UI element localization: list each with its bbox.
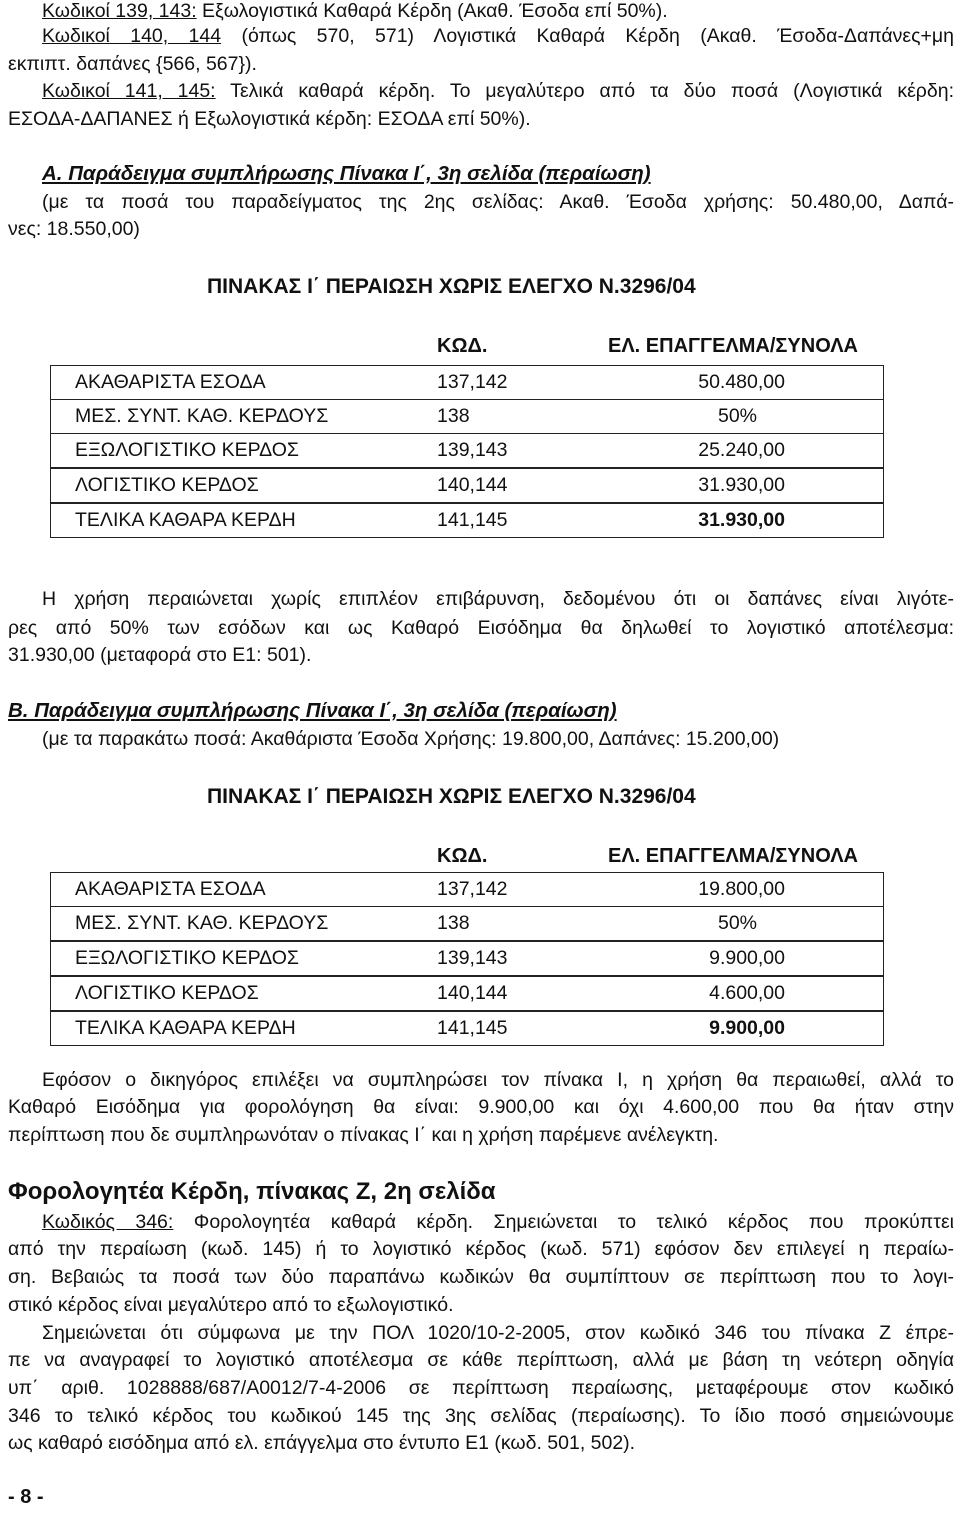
example-a-note-1: (με τα ποσά του παραδείγματος της 2ης σελίδας: Ακαθ. Έσοδα χρήσης: 50.480,00, Δαπά- (42, 191, 954, 213)
example-a-col-value: ΕΛ. ΕΠΑΓΓΕΛΜΑ/ΣΥΝΟΛΑ (608, 335, 858, 357)
example-b-col-value: ΕΛ. ΕΠΑΓΓΕΛΜΑ/ΣΥΝΟΛΑ (608, 845, 858, 867)
intro-line-1: Κωδικοί 139, 143: Εξωλογιστικά Καθαρά Κέρδη (Ακαθ. Έσοδα επί 50%). (42, 0, 668, 22)
section-z-p1-line-2: από την περαίωση (κωδ. 145) ή το λογιστικό κέρδος (κωδ. 571) εφόσον δεν επιλεγεί η περαίω- (8, 1238, 954, 1260)
table-row: ΜΕΣ. ΣΥΝΤ. ΚΑΘ. ΚΕΡΔΟΥΣ 138 50% (50, 399, 884, 434)
example-a-after-1: Η χρήση περαιώνεται χωρίς επιπλέον επιβάρυνση, δεδομένου ότι οι δαπάνες είναι λιγότε- (42, 588, 954, 610)
example-b-heading: Β. Παράδειγμα συμπλήρωσης Πίνακα Ι΄, 3η σελίδα (περαίωση) (8, 699, 617, 722)
table-row: ΕΞΩΛΟΓΙΣΤΙΚΟ ΚΕΡΔΟΣ 139,143 25.240,00 (50, 433, 884, 468)
example-a-after-3: 31.930,00 (μεταφορά στο Ε1: 501). (8, 644, 312, 666)
example-b-col-code: ΚΩΔ. (437, 845, 488, 867)
section-z-p2-line-5: ως καθαρό εισόδημα από ελ. επάγγελμα στο έντυπο Ε1 (κωδ. 501, 502). (8, 1432, 636, 1454)
section-z-p2-line-2: πε να αναγραφεί το λογιστικό αποτέλεσμα σε κάθε περίπτωση, αλλά με βάση τη νεότερη οδηγία (8, 1349, 954, 1371)
page-number: - 8 - (8, 1486, 44, 1508)
example-b-table-title: ΠΙΝΑΚΑΣ Ι΄ ΠΕΡΑΙΩΣΗ ΧΩΡΙΣ ΕΛΕΓΧΟ Ν.3296/04 (207, 785, 696, 808)
table-row: ΕΞΩΛΟΓΙΣΤΙΚΟ ΚΕΡΔΟΣ 139,143 9.900,00 (50, 941, 884, 976)
section-z-p2-line-1: Σημειώνεται ότι σύμφωνα με την ΠΟΛ 1020/10-2-2005, στον κωδικό 346 του πίνακα Ζ έπρε- (42, 1322, 954, 1344)
section-z-title: Φορολογητέα Κέρδη, πίνακας Ζ, 2η σελίδα (8, 1178, 496, 1205)
intro-line-2: Κωδικοί 140, 144 (όπως 570, 571) Λογιστικά Καθαρά Κέρδη (Ακαθ. Έσοδα-Δαπάνες+μη (42, 25, 954, 47)
example-a-heading: Α. Παράδειγμα συμπλήρωσης Πίνακα Ι΄, 3η σελίδα (περαίωση) (42, 162, 651, 185)
table-row: ΜΕΣ. ΣΥΝΤ. ΚΑΘ. ΚΕΡΔΟΥΣ 138 50% (50, 906, 884, 941)
intro-line-3: εκπιπτ. δαπάνες {566, 567}). (8, 53, 257, 75)
example-a-after-2: ρες από 50% των εσόδων και ως Καθαρό Εισόδημα θα δηλωθεί το λογιστικό αποτέλεσμα: (8, 617, 954, 639)
example-b-after-3: περίπτωση που δε συμπληρωνόταν ο πίνακας Ι΄ και η χρήση παρέμενε ανέλεγκτη. (8, 1124, 719, 1146)
example-a-col-code: ΚΩΔ. (437, 335, 488, 357)
section-z-p1-line-3: ση. Βεβαιώς τα ποσά των δύο παραπάνω κωδικών θα συμπίπτουν σε περίπτωση που το λογι- (8, 1266, 954, 1288)
section-z-p2-line-4: 346 το τελικό κέρδος του κωδικού 145 της 3ης σελίδας (περαίωσης). Το ίδιο ποσό σημειώνουμε (8, 1405, 954, 1427)
example-b-after-1: Εφόσον ο δικηγόρος επιλέξει να συμπληρώσει τον πίνακα Ι, η χρήση θα περαιωθεί, αλλά το (42, 1069, 954, 1091)
example-b-after-2: Καθαρό Εισόδημα για φορολόγηση θα είναι: 9.900,00 και όχι 4.600,00 που θα ήταν στην (8, 1096, 954, 1118)
intro-line-4: Κωδικοί 141, 145: Τελικά καθαρά κέρδη. Το μεγαλύτερο από τα δύο ποσά (Λογιστικά κέρδη: (42, 80, 954, 102)
section-z-p2-line-3: υπ΄ αριθ. 1028888/687/Α0012/7-4-2006 σε περίπτωση περαίωσης, μεταφέρουμε στον κωδικό (8, 1377, 954, 1399)
intro-line-5: ΕΣΟΔΑ-ΔΑΠΑΝΕΣ ή Εξωλογιστικά κέρδη: ΕΣΟΔΑ επί 50%). (8, 108, 531, 130)
table-row: ΑΚΑΘΑΡΙΣΤΑ ΕΣΟΔΑ 137,142 19.800,00 (50, 872, 884, 907)
table-row: ΑΚΑΘΑΡΙΣΤΑ ΕΣΟΔΑ 137,142 50.480,00 (50, 365, 884, 400)
example-a-table-title: ΠΙΝΑΚΑΣ Ι΄ ΠΕΡΑΙΩΣΗ ΧΩΡΙΣ ΕΛΕΓΧΟ Ν.3296/04 (207, 275, 696, 298)
table-row: ΤΕΛΙΚΑ ΚΑΘΑΡΑ ΚΕΡΔΗ 141,145 9.900,00 (50, 1011, 884, 1046)
example-b-note-1: (με τα παρακάτω ποσά: Ακαθάριστα Έσοδα Χρήσης: 19.800,00, Δαπάνες: 15.200,00) (42, 728, 780, 750)
table-row: ΤΕΛΙΚΑ ΚΑΘΑΡΑ ΚΕΡΔΗ 141,145 31.930,00 (50, 503, 884, 538)
section-z-p1-line-4: στικό κέρδος είναι μεγαλύτερο από το εξωλογιστικό. (8, 1294, 454, 1316)
table-row: ΛΟΓΙΣΤΙΚΟ ΚΕΡΔΟΣ 140,144 31.930,00 (50, 468, 884, 503)
table-row: ΛΟΓΙΣΤΙΚΟ ΚΕΡΔΟΣ 140,144 4.600,00 (50, 976, 884, 1011)
section-z-p1-line-1: Κωδικός 346: Φορολογητέα καθαρά κέρδη. Σημειώνεται το τελικό κέρδος που προκύπτει (42, 1211, 954, 1233)
example-a-note-2: νες: 18.550,00) (8, 218, 140, 240)
